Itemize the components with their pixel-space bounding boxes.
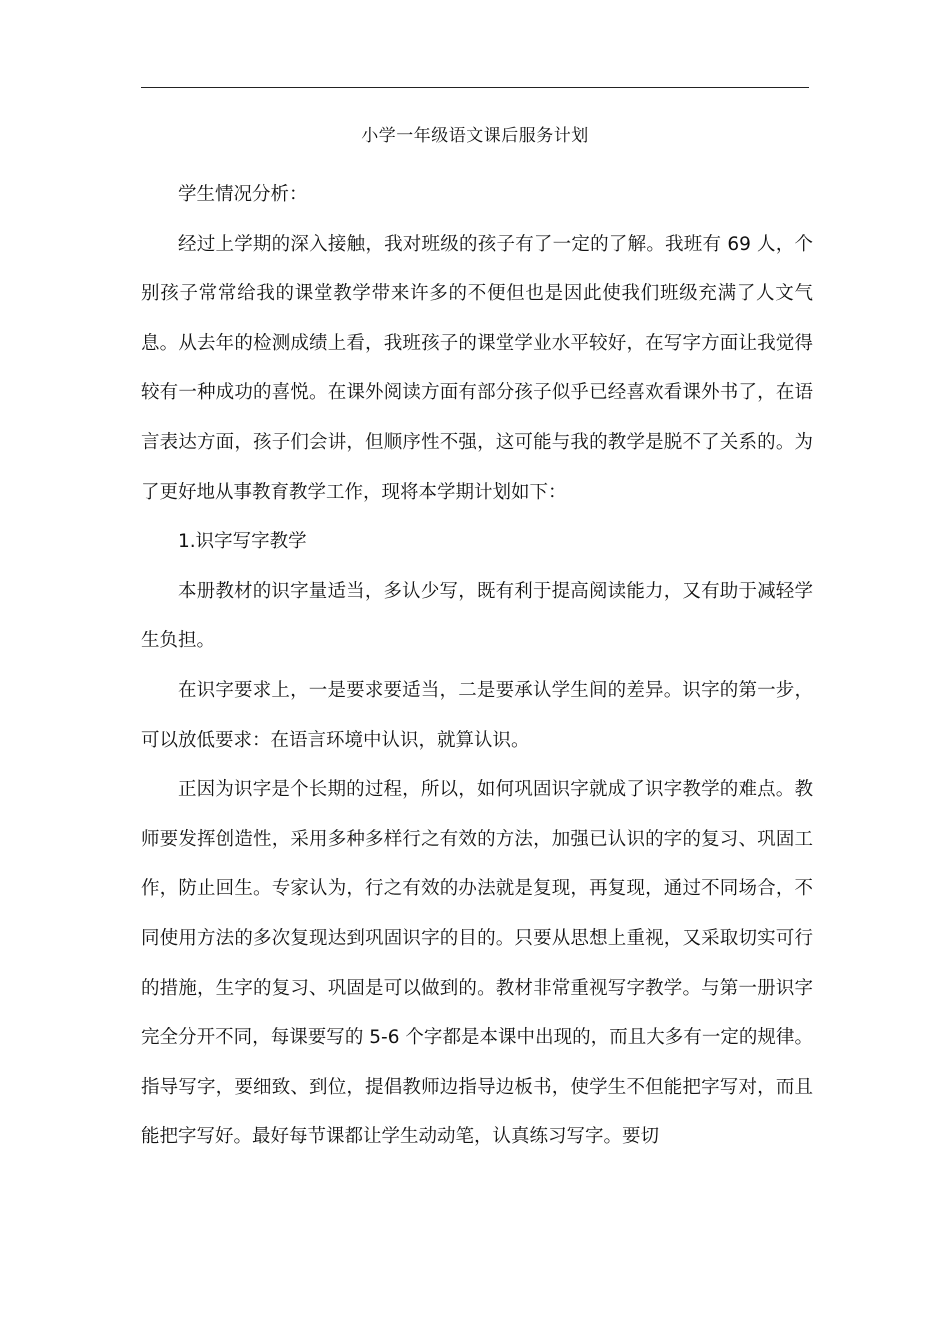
paragraph-literacy-requirements: 在识字要求上，一是要求要适当，二是要承认学生间的差异。识字的第一步，可以放低要求：在语言环境中认识，就算认识。 (141, 679, 813, 751)
header-rule (141, 87, 809, 88)
document-title: 小学一年级语文课后服务计划 (361, 126, 589, 146)
paragraph-textbook-literacy: 本册教材的识字量适当，多认少写，既有利于提高阅读能力，又有助于减轻学生负担。 (141, 580, 813, 652)
paragraph-student-analysis: 经过上学期的深入接触，我对班级的孩子有了一定的了解。我班有 69 人，个别孩子常常给我的课堂教学带来许多的不便但也是因此使我们班级充满了人文气息。从去年的检测成绩上看，我班孩子的课堂学业水平较好，在写字方面让我觉得较有一种成功的喜悦。在课外阅读方面有部分孩子似乎已经喜欢看课外书了，在语言表达方面，孩子们会讲，但顺序性不强，这可能与我的教学是脱不了关系的。为了更好地从事教育教学工作，现将本学期计划如下： (141, 233, 813, 503)
subheading-literacy-writing: 1.识字写字教学 (178, 531, 307, 553)
paragraph-consolidation: 正因为识字是个长期的过程，所以，如何巩固识字就成了识字教学的难点。教师要发挥创造性，采用多种多样行之有效的方法，加强已认识的字的复习、巩固工作，防止回生。专家认为，行之有效的办法就是复现，再复现，通过不同场合，不同使用方法的多次复现达到巩固识字的目的。只要从思想上重视，又采取切实可行的措施，生字的复习、巩固是可以做到的。教材非常重视写字教学。与第一册识字完全分开不同，每课要写的 5-6 个字都是本课中出现的，而且大多有一定的规律。指导写字，要细致、到位，提倡教师边指导边板书，使学生不但能把字写对，而且能把字写好。最好每节课都让学生动动笔，认真练习写字。要切 (141, 779, 813, 1148)
document-body (141, 170, 813, 1162)
section-heading: 学生情况分析： (178, 184, 308, 205)
